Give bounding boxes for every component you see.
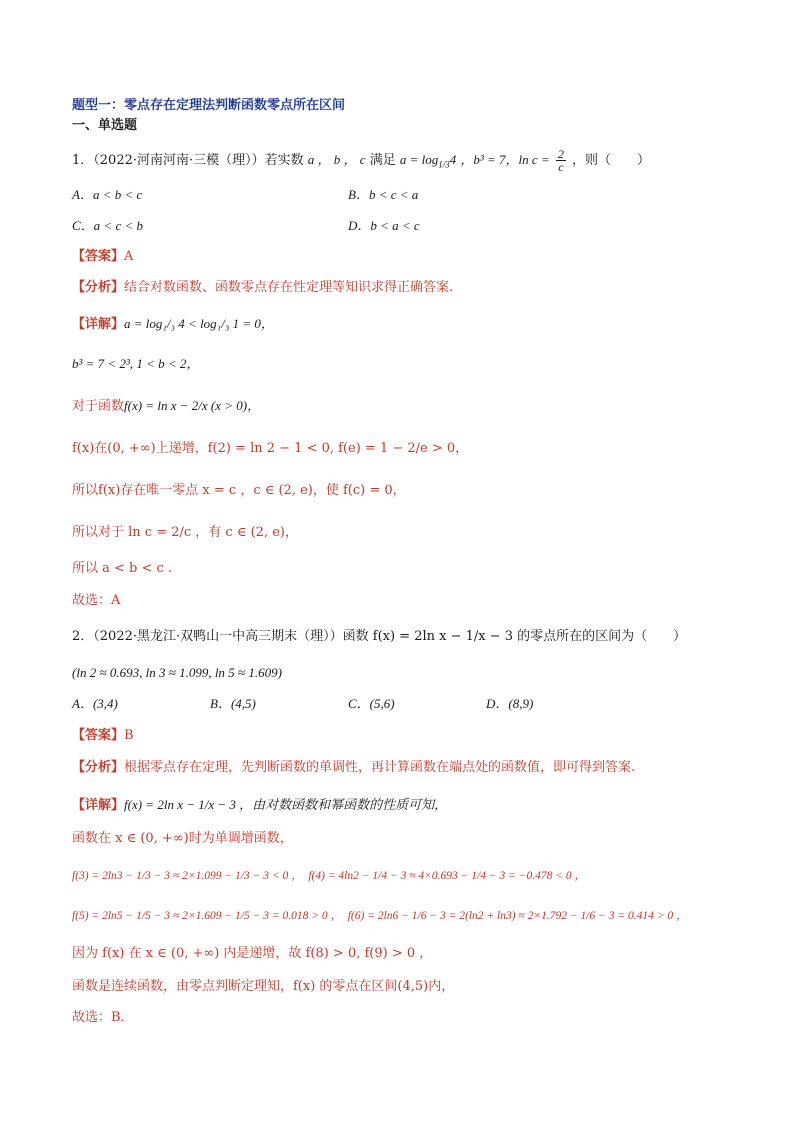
q2-detail-1: 【详解】f(x) = 2ln x − 1/x − 3 ，由对数函数和幂函数的性质可知，: [72, 797, 448, 813]
q1-detail-6: 所以对于 ln c = 2/c ，有 c ∈ (2, e)，: [72, 525, 298, 540]
q2-detail-6: 函数是连续函数，由零点判断定理知，f(x) 的零点在区间(4,5)内，: [72, 979, 455, 994]
q1-detail-4: f(x)在(0, +∞)上递增，f(2) = ln 2 − 1 < 0, f(e) = 1 − 2/e > 0，: [72, 441, 469, 456]
q2-choose: 故选：B．: [72, 1010, 134, 1025]
q1-cond-b: ，b³ = 7，ln c =: [460, 152, 550, 167]
q1-stem-mid: 满足: [369, 153, 396, 168]
q1-detail-7: 所以 a < b < c .: [72, 561, 173, 576]
q1-option-d: D．b < a < c: [348, 218, 420, 233]
q2-option-c: C．(5,6): [348, 696, 395, 711]
q1-stem: [72, 148, 754, 175]
q1-option-b: B．b < c < a: [348, 187, 419, 202]
section-subtitle: 一、单选题: [72, 118, 138, 133]
section-title: 题型一：零点存在定理法判断函数零点所在区间: [72, 98, 346, 113]
q1-option-c: C．a < c < b: [72, 218, 143, 233]
q1-detail-5: 所以f(x)存在唯一零点 x = c ，c ∈ (2, e)，使 f(c) = 0，: [72, 483, 406, 498]
q1-cond-fraction: $\frac{2}{c}$: [557, 147, 564, 174]
q2-detail-5: 因为 f(x) 在 x ∈ (0, +∞) 内是递增，故 f(8) > 0, f(9) > 0 ，: [72, 946, 433, 961]
q1-detail-3: 对于函数f(x) = ln x − 2/x (x > 0)，: [72, 398, 261, 414]
q1-stem-prefix: 1．（2022·河南河南·三模（理））若实数: [72, 153, 304, 168]
q1-detail-2: b³ = 7 < 2³, 1 < b < 2，: [72, 356, 200, 371]
q1-stem-vars: a ， b ， c: [307, 152, 366, 167]
q2-answer: 【答案】B: [72, 728, 134, 743]
q2-option-d: D．(8,9): [486, 696, 534, 711]
q1-cond-a: $a = \log_{1/3}4$: [399, 152, 457, 170]
q1-choose: 故选：A: [72, 593, 121, 608]
q1-answer: 【答案】A: [72, 249, 134, 264]
q2-analysis: 【分析】根据零点存在定理，先判断函数的单调性，再计算函数在端点处的函数值，即可得到答案.: [72, 760, 636, 775]
q1-detail-1: 【详解】a = log₁/₃ 4 < log₁/₃ 1 = 0，: [72, 316, 274, 332]
q2-detail-2: 函数在 x ∈ (0, +∞)时为单调增函数，: [72, 831, 293, 846]
q2-detail-4: f(5) = 2ln5 − 1/5 − 3 ≈ 2×1.609 − 1/5 − 3 = 0.018 > 0 ， f(6) = 2ln6 − 1/6 − 3 = 2(ln2 + ln3) ≈ 2×1.792 − 1/6 − 3 = 0.414 > 0 ，: [72, 910, 688, 922]
q1-option-a: A．a < b < c: [72, 187, 143, 202]
q2-stem: 2．（2022·黑龙江·双鸭山一中高三期末（理））函数 f(x) = 2ln x − 1/x − 3 的零点所在的区间为（ ）: [72, 629, 687, 644]
q2-option-a: A．(3,4): [72, 696, 118, 711]
q1-stem-suffix: ，则（ ）: [572, 153, 651, 168]
q2-detail-3: f(3) = 2ln3 − 1/3 − 3 ≈ 2×1.099 − 1/3 − 3 < 0 ， f(4) = 4ln2 − 1/4 − 3 ≈ 4×0.693 − 1/4 − 3 = −0.478 < 0 ，: [72, 870, 587, 882]
q2-given: (ln 2 ≈ 0.693, ln 3 ≈ 1.099, ln 5 ≈ 1.609): [72, 665, 282, 680]
q1-analysis: 【分析】结合对数函数、函数零点存在性定理等知识求得正确答案.: [72, 280, 454, 295]
q2-option-b: B．(4,5): [210, 696, 256, 711]
